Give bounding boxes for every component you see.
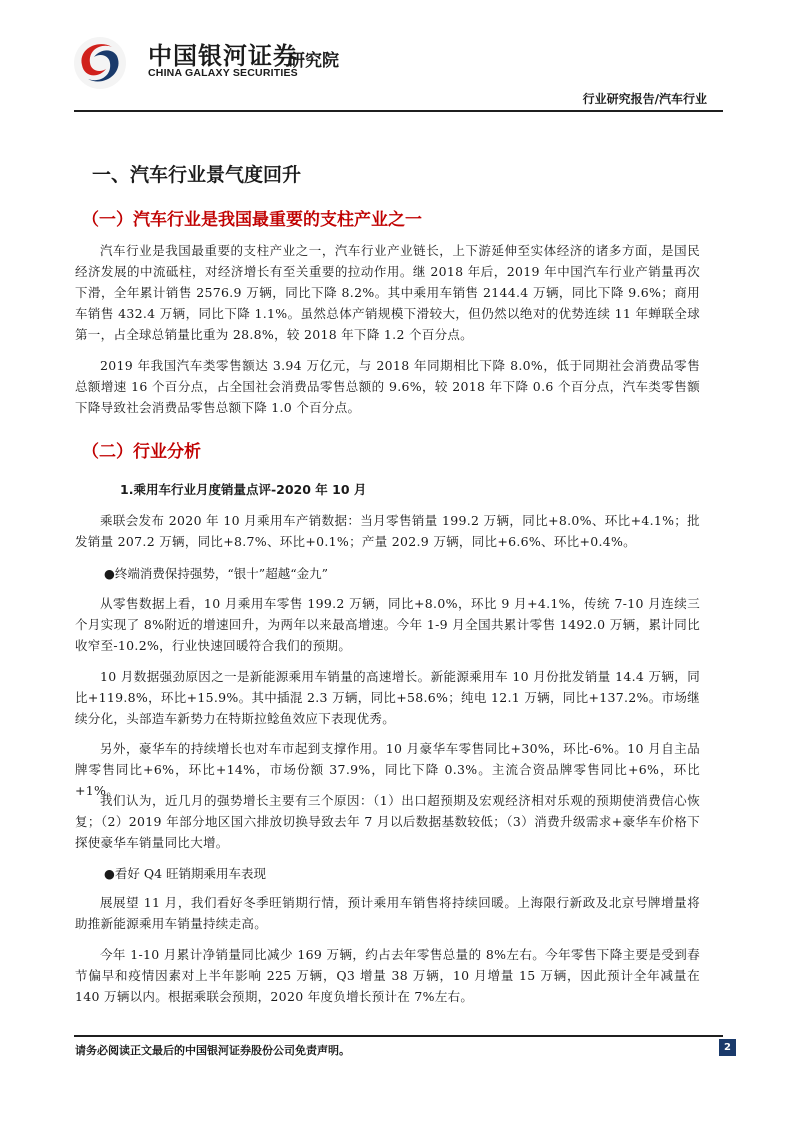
- paragraph-industry-overview: 汽车行业是我国最重要的支柱产业之一，汽车行业产业链长，上下游延伸至实体经济的诸多方面，是国民经济发展的中流砥柱，对经济增长有至关重要的拉动作用。继 2018 年后，2019 年中国汽车行业产销量再次下滑，全年累计销售 2576.9 万辆，同比下降 8.2%。其中乘用车销售 2144.4 万辆，同比下降 9.6%；商用车销售 432.4 万辆，同比下降 1.1%。虽然总体产销规模下滑较大，但仍然以绝对的优势连续 11 年蝉联全球第一，占全球总销量比重为 28.8%，较 2018 年下降 1.2 个百分点。: [75, 243, 700, 342]
- monthly-review-heading: 1.乘用车行业月度销量点评-2020 年 10 月: [120, 482, 367, 497]
- logo-english-name: CHINA GALAXY SECURITIES: [148, 67, 298, 79]
- subsection-title-1: （一）汽车行业是我国最重要的支柱产业之一: [82, 210, 422, 230]
- footer-divider: [74, 1035, 723, 1037]
- paragraph-luxury-cars: 另外，豪华车的持续增长也对车市起到支撑作用。10 月豪华车零售同比+30%，环比-6%。10 月自主品牌零售同比+6%，环比+14%，市场份额 37.9%，同比下降 0.3%。主流合资品牌零售同比+6%，环比+1%。: [75, 741, 700, 798]
- paragraph-retail-data: 从零售数据上看，10 月乘用车零售 199.2 万辆，同比+8.0%，环比 9 月+4.1%，传统 7-10 月连续三个月实现了 8%附近的增速回升，为两年以来最高增速。今年 1-9 月全国共累计零售 1492.0 万辆，累计同比收窄至-10.2%，行业快速回暖符合我们的预期。: [75, 596, 700, 653]
- paragraph-retail-sales: 2019 年我国汽车类零售额达 3.94 万亿元，与 2018 年同期相比下降 8.0%，低于同期社会消费品零售总额增速 16 个百分点，占全国社会消费品零售总额的 9.6%，较 2018 年下降 0.6 个百分点，汽车类零售额下降导致社会消费品零售总额下降 1.0 个百分点。: [75, 358, 700, 415]
- paragraph-nev-growth: 10 月数据强劲原因之一是新能源乘用车销量的高速增长。新能源乘用车 10 月份批发销量 14.4 万辆，同比+119.8%，环比+15.9%。其中插混 2.3 万辆，同比+58.6%；纯电 12.1 万辆，同比+137.2%。市场继续分化，头部造车新势力在特斯拉鲶鱼效应下表现优秀。: [75, 669, 700, 726]
- bullet-terminal-demand: ●终端消费保持强势，“银十”超越“金九”: [104, 566, 328, 581]
- institute-label: 研究院: [288, 51, 339, 71]
- header-divider: [74, 110, 723, 112]
- paragraph-full-year-forecast: 今年 1-10 月累计净销量同比减少 169 万辆，约占去年零售总量的 8%左右。今年零售下降主要是受到春节偏早和疫情因素对上半年影响 225 万辆，Q3 增量 38 万辆，10 月增量 15 万辆，因此预计全年减量在 140 万辆以内。根据乘联会预期，2020 年度负增长预计在 7%左右。: [75, 947, 700, 1004]
- logo-chinese-name: 中国银河证券: [148, 42, 298, 70]
- breadcrumb: 行业研究报告/汽车行业: [582, 92, 707, 106]
- bullet-q4-outlook: ●看好 Q4 旺销期乘用车表现: [104, 866, 267, 881]
- paragraph-growth-reasons: 我们认为，近几月的强势增长主要有三个原因：（1）出口超预期及宏观经济相对乐观的预期使消费信心恢复；（2）2019 年部分地区国六排放切换导致去年 7 月以后数据基数较低；（3）消费升级需求+豪华车价格下探使豪华车销量同比大增。: [75, 793, 700, 850]
- section-title: 一、汽车行业景气度回升: [92, 164, 302, 186]
- page-number: 2: [719, 1039, 736, 1056]
- paragraph-cpca-data: 乘联会发布 2020 年 10 月乘用车产销数据：当月零售销量 199.2 万辆，同比+8.0%、环比+4.1%；批发销量 207.2 万辆，同比+8.7%、环比+0.1%；产量 202.9 万辆，同比+6.6%、环比+0.4%。: [75, 513, 700, 549]
- disclaimer-note: 请务必阅读正文最后的中国银河证券股份公司免责声明。: [75, 1044, 350, 1057]
- paragraph-november-outlook: 展展望 11 月，我们看好冬季旺销期行情，预计乘用车销售将持续回暖。上海限行新政及北京号牌增量将助推新能源乘用车销量持续走高。: [75, 895, 700, 931]
- subsection-title-2: （二）行业分析: [82, 442, 201, 462]
- galaxy-logo-icon: [72, 35, 128, 91]
- company-logo: [50, 32, 370, 94]
